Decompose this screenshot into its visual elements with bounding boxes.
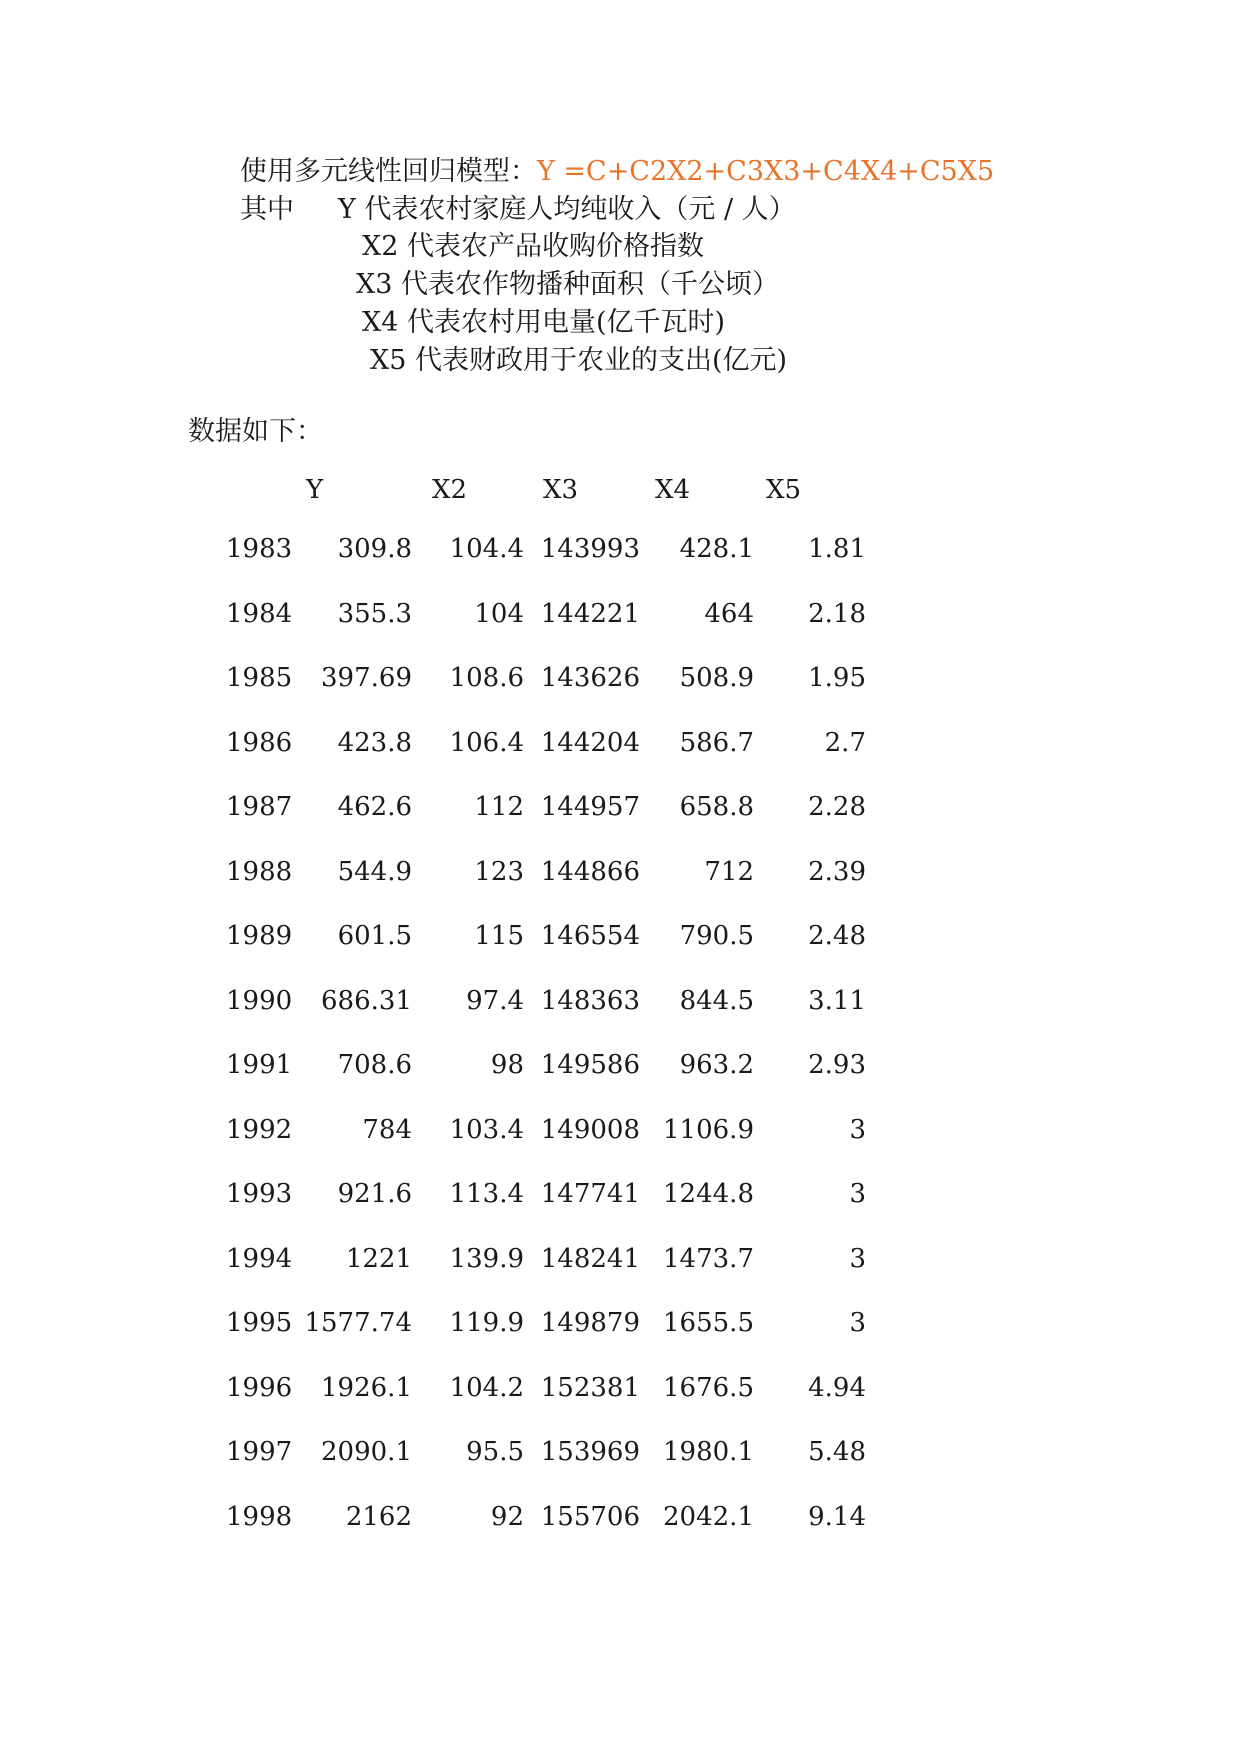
cell-x3: 143626 xyxy=(540,663,640,693)
column-header-x3: X3 xyxy=(543,475,579,505)
cell-y: 921.6 xyxy=(337,1179,412,1209)
cell-x5: 3 xyxy=(849,1243,866,1274)
cell-x4: 586.7 xyxy=(679,727,754,758)
cell-y: 1926.1 xyxy=(321,1372,412,1403)
cell-x5: 4.94 xyxy=(808,1372,866,1403)
cell-x4: 963.2 xyxy=(679,1050,754,1080)
cell-x2: 106.4 xyxy=(449,727,524,758)
column-header-x5: X5 xyxy=(766,475,802,505)
cell-y: 784 xyxy=(362,1114,412,1145)
cell-x2: 98 xyxy=(490,1050,524,1080)
definitions-prefix: 其中 xyxy=(240,194,294,225)
cell-x2: 119.9 xyxy=(449,1308,524,1338)
cell-year: 1991 xyxy=(226,1050,293,1080)
cell-year: 1998 xyxy=(226,1501,293,1532)
table-row xyxy=(0,727,866,758)
cell-year: 1993 xyxy=(226,1179,293,1209)
cell-x4: 2042.1 xyxy=(663,1501,754,1532)
cell-x2: 103.4 xyxy=(449,1114,524,1145)
definition-x2: X2 代表农产品收购价格指数 xyxy=(362,231,704,262)
cell-year: 1987 xyxy=(226,792,293,822)
cell-x3: 148241 xyxy=(540,1243,640,1274)
cell-x5: 9.14 xyxy=(808,1501,866,1532)
column-header-x4: X4 xyxy=(655,475,691,505)
cell-y: 2162 xyxy=(345,1501,412,1532)
cell-y: 423.8 xyxy=(337,727,412,758)
table-row xyxy=(0,985,866,1016)
definition-y: Y 代表农村家庭人均纯收入（元 / 人） xyxy=(338,194,796,225)
cell-x5: 2.7 xyxy=(824,727,866,758)
cell-y: 462.6 xyxy=(337,792,412,822)
cell-year: 1992 xyxy=(226,1114,293,1145)
cell-x4: 1676.5 xyxy=(663,1372,754,1403)
table-row xyxy=(0,1114,866,1145)
table-row xyxy=(0,534,866,564)
cell-x2: 115 xyxy=(474,921,524,951)
cell-year: 1986 xyxy=(226,727,293,758)
cell-year: 1997 xyxy=(226,1437,293,1467)
cell-x5: 1.81 xyxy=(808,534,866,564)
definition-x3: X3 代表农作物播种面积（千公顷） xyxy=(356,269,779,300)
cell-x3: 149008 xyxy=(540,1114,640,1145)
cell-y: 355.3 xyxy=(337,598,412,629)
cell-x3: 144221 xyxy=(540,598,640,629)
cell-x5: 2.28 xyxy=(808,792,866,822)
cell-x3: 144204 xyxy=(540,727,640,758)
table-row xyxy=(0,856,866,887)
definition-x4: X4 代表农村用电量(亿千瓦时) xyxy=(362,307,726,338)
cell-x5: 1.95 xyxy=(808,663,866,693)
cell-x4: 844.5 xyxy=(679,985,754,1016)
cell-x2: 95.5 xyxy=(466,1437,524,1467)
data-heading: 数据如下： xyxy=(188,416,323,447)
cell-year: 1995 xyxy=(226,1308,293,1338)
cell-x5: 5.48 xyxy=(808,1437,866,1467)
cell-x2: 104 xyxy=(474,598,524,629)
cell-y: 1221 xyxy=(345,1243,412,1274)
cell-y: 397.69 xyxy=(321,663,412,693)
cell-x2: 139.9 xyxy=(449,1243,524,1274)
cell-year: 1984 xyxy=(226,598,293,629)
cell-x2: 108.6 xyxy=(449,663,524,693)
cell-x5: 2.48 xyxy=(808,921,866,951)
cell-x4: 1473.7 xyxy=(663,1243,754,1274)
cell-x4: 1655.5 xyxy=(663,1308,754,1338)
cell-x5: 3 xyxy=(849,1179,866,1209)
cell-x3: 148363 xyxy=(540,985,640,1016)
table-row xyxy=(0,792,866,822)
cell-x4: 790.5 xyxy=(679,921,754,951)
table-row xyxy=(0,1179,866,1209)
cell-year: 1988 xyxy=(226,856,293,887)
cell-x4: 508.9 xyxy=(679,663,754,693)
cell-x4: 712 xyxy=(704,856,754,887)
cell-x2: 112 xyxy=(474,792,524,822)
cell-x2: 123 xyxy=(474,856,524,887)
table-row xyxy=(0,921,866,951)
cell-y: 708.6 xyxy=(337,1050,412,1080)
cell-x2: 104.4 xyxy=(449,534,524,564)
regression-formula: Y =C+C2X2+C3X3+C4X4+C5X5 xyxy=(537,156,995,187)
cell-year: 1985 xyxy=(226,663,293,693)
cell-y: 686.31 xyxy=(321,985,412,1016)
cell-y: 544.9 xyxy=(337,856,412,887)
cell-x3: 143993 xyxy=(540,534,640,564)
cell-x2: 113.4 xyxy=(449,1179,524,1209)
cell-year: 1983 xyxy=(226,534,293,564)
cell-year: 1990 xyxy=(226,985,293,1016)
cell-y: 309.8 xyxy=(337,534,412,564)
column-header-x2: X2 xyxy=(432,475,468,505)
definition-x5: X5 代表财政用于农业的支出(亿元) xyxy=(370,345,788,376)
cell-x4: 1106.9 xyxy=(663,1114,754,1145)
cell-x5: 2.39 xyxy=(808,856,866,887)
cell-x3: 155706 xyxy=(540,1501,640,1532)
cell-x2: 97.4 xyxy=(466,985,524,1016)
table-row xyxy=(0,1372,866,1403)
table-row xyxy=(0,1437,866,1467)
cell-year: 1989 xyxy=(226,921,293,951)
cell-x3: 144866 xyxy=(540,856,640,887)
cell-x2: 92 xyxy=(490,1501,524,1532)
cell-y: 601.5 xyxy=(337,921,412,951)
cell-y: 1577.74 xyxy=(304,1308,412,1338)
cell-x3: 152381 xyxy=(540,1372,640,1403)
cell-x4: 1244.8 xyxy=(663,1179,754,1209)
intro-label: 使用多元线性回归模型： xyxy=(240,156,537,187)
cell-x5: 2.18 xyxy=(808,598,866,629)
cell-x3: 153969 xyxy=(540,1437,640,1467)
cell-y: 2090.1 xyxy=(321,1437,412,1467)
cell-x5: 3.11 xyxy=(808,985,866,1016)
cell-year: 1994 xyxy=(226,1243,293,1274)
cell-x3: 149879 xyxy=(540,1308,640,1338)
cell-year: 1996 xyxy=(226,1372,293,1403)
table-row xyxy=(0,1308,866,1338)
cell-x5: 3 xyxy=(849,1114,866,1145)
cell-x3: 144957 xyxy=(540,792,640,822)
cell-x4: 1980.1 xyxy=(663,1437,754,1467)
cell-x2: 104.2 xyxy=(449,1372,524,1403)
cell-x5: 2.93 xyxy=(808,1050,866,1080)
table-row xyxy=(0,1050,866,1080)
cell-x5: 3 xyxy=(849,1308,866,1338)
table-row xyxy=(0,663,866,693)
table-row xyxy=(0,598,866,629)
cell-x3: 147741 xyxy=(540,1179,640,1209)
intro-line xyxy=(240,158,994,185)
table-row xyxy=(0,1243,866,1274)
table-row xyxy=(0,1501,866,1532)
column-header-y: Y xyxy=(306,475,324,505)
cell-x4: 658.8 xyxy=(679,792,754,822)
cell-x3: 149586 xyxy=(540,1050,640,1080)
cell-x4: 428.1 xyxy=(679,534,754,564)
cell-x3: 146554 xyxy=(540,921,640,951)
cell-x4: 464 xyxy=(704,598,754,629)
